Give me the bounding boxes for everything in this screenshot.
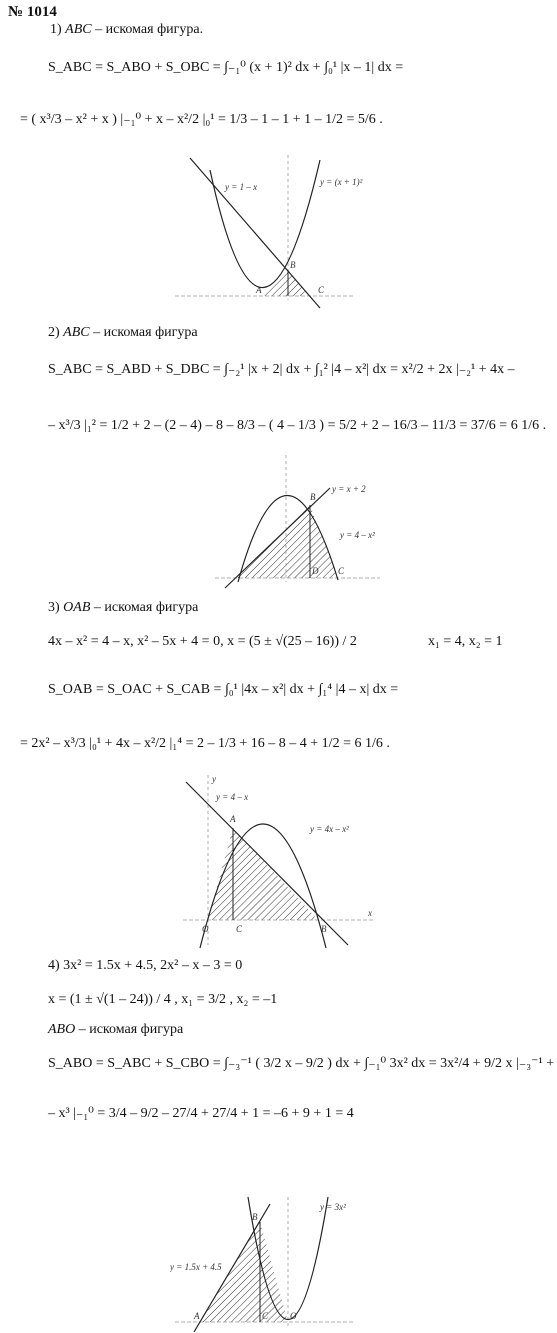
part3-figure-name: OAB xyxy=(63,600,91,615)
part3-formula-line2: = 2x² – x³/3 |₀¹ + 4x – x²/2 |₁⁴ = 2 – 1/3 + 16 – 8 – 4 + 1/2 = 6 1/6 . xyxy=(20,736,390,751)
part2-formula-line1: S_ABC = S_ABD + S_DBC = ∫₋₂¹ |x + 2| dx + ∫₁² |4 – x²| dx = x²/2 + 2x |₋₂¹ + 4x – xyxy=(48,362,515,377)
part1-figure-name: ABC xyxy=(65,22,92,37)
part1-heading-text: – искомая фигура. xyxy=(95,22,204,37)
part3-shaded-region xyxy=(208,828,318,920)
part4-formula-line2: – x³ |₋₁⁰ = 3/4 – 9/2 – 27/4 + 27/4 + 1 = –6 + 9 + 1 = 4 xyxy=(48,1106,354,1121)
part1-point-a: A xyxy=(256,285,262,295)
part4-point-b: B xyxy=(252,1212,258,1222)
part3-heading xyxy=(48,600,198,616)
part4-graph xyxy=(170,1192,370,1332)
part4-point-c: C xyxy=(262,1311,269,1321)
part4-equation xyxy=(48,958,242,974)
part3-heading-text: – искомая фигура xyxy=(93,600,199,615)
part3-equation: 4x – x² = 4 – x, x² – 5x + 4 = 0, x = (5 ± √(25 – 16)) / 2 xyxy=(48,634,357,649)
part4-figure-name: ABO xyxy=(48,1022,76,1037)
part3-formula-line1: S_OAB = S_OAC + S_CAB = ∫₀¹ |4x – x²| dx + ∫₁⁴ |4 – x| dx = xyxy=(48,682,399,697)
part4-parabola-label: y = 3x² xyxy=(320,1202,346,1212)
part4-point-o: O xyxy=(290,1311,297,1321)
part3-line xyxy=(186,782,348,945)
part1-parabola xyxy=(210,160,320,288)
part3-point-a: A xyxy=(230,814,236,824)
part1-line-label: y = 1 – x xyxy=(225,182,258,192)
part2-heading xyxy=(48,325,198,341)
part4-heading-text: – искомая фигура xyxy=(78,1022,184,1037)
part3-point-o: O xyxy=(202,924,209,934)
part1-point-b: B xyxy=(290,260,296,270)
part4-equation-text: 3x² = 1.5x + 4.5, 2x² – x – 3 = 0 xyxy=(63,958,243,973)
part2-shaded-region xyxy=(235,505,338,578)
part4-formula-line1: S_ABO = S_ABC + S_CBO = ∫₋₃⁻¹ ( 3/2 x – 9/2 ) dx + ∫₋₁⁰ 3x² dx = 3x²/4 + 9/2 x |₋₃⁻¹ + xyxy=(48,1056,555,1071)
part1-heading xyxy=(50,22,203,38)
part3-x-axis-label: x xyxy=(368,908,372,918)
part3-line-label: y = 4 – x xyxy=(216,792,249,802)
part3-point-c: C xyxy=(236,924,243,934)
part3-roots: x₁ = 4, x₂ = 1 xyxy=(428,634,503,649)
part3-number: 3) xyxy=(48,600,60,615)
part1-parabola-label: y = (x + 1)² xyxy=(320,177,363,187)
part2-point-b: B xyxy=(310,492,316,502)
part3-point-b: B xyxy=(321,924,327,934)
part1-number: 1) xyxy=(50,22,62,37)
part1-point-c: C xyxy=(318,285,325,295)
part1-formula-line1: S_ABC = S_ABO + S_OBC = ∫₋₁⁰ (x + 1)² dx + ∫₀¹ |x – 1| dx = xyxy=(48,60,404,75)
part4-number: 4) xyxy=(48,958,60,973)
part4-heading xyxy=(48,1022,183,1038)
part4-line-label: y = 1.5x + 4.5 xyxy=(170,1262,222,1272)
part2-parabola-label: y = 4 – x² xyxy=(340,530,375,540)
part1-formula-line2: = ( x³/3 – x² + x ) |₋₁⁰ + x – x²/2 |₀¹ = 1/3 – 1 – 1 + 1 – 1/2 = 5/6 . xyxy=(20,112,383,127)
part3-graph xyxy=(178,770,378,950)
part2-number: 2) xyxy=(48,325,60,340)
part2-formula-line2: – x³/3 |₁² = 1/2 + 2 – (2 – 4) – 8 – 8/3 – ( 4 – 1/3 ) = 5/2 + 2 – 16/3 – 11/3 = 37/6 = 6 1/6 . xyxy=(48,418,547,433)
part2-graph xyxy=(210,450,390,590)
part1-graph xyxy=(170,150,370,310)
part2-line-label: y = x + 2 xyxy=(332,484,366,494)
problem-number: № 1014 xyxy=(8,4,57,20)
part4-roots: x = (1 ± √(1 – 24)) / 4 , x₁ = 3/2 , x₂ = –1 xyxy=(48,992,278,1007)
part3-parabola-label: y = 4x – x² xyxy=(310,824,349,834)
part2-point-d: D xyxy=(312,566,319,576)
part1-shaded-region xyxy=(262,270,308,296)
part2-figure-name: ABC xyxy=(63,325,90,340)
part4-point-a: A xyxy=(194,1311,200,1321)
part3-y-axis-label: y xyxy=(212,774,216,784)
part2-point-c: C xyxy=(338,566,345,576)
part2-heading-text: – искомая фигура xyxy=(93,325,198,340)
